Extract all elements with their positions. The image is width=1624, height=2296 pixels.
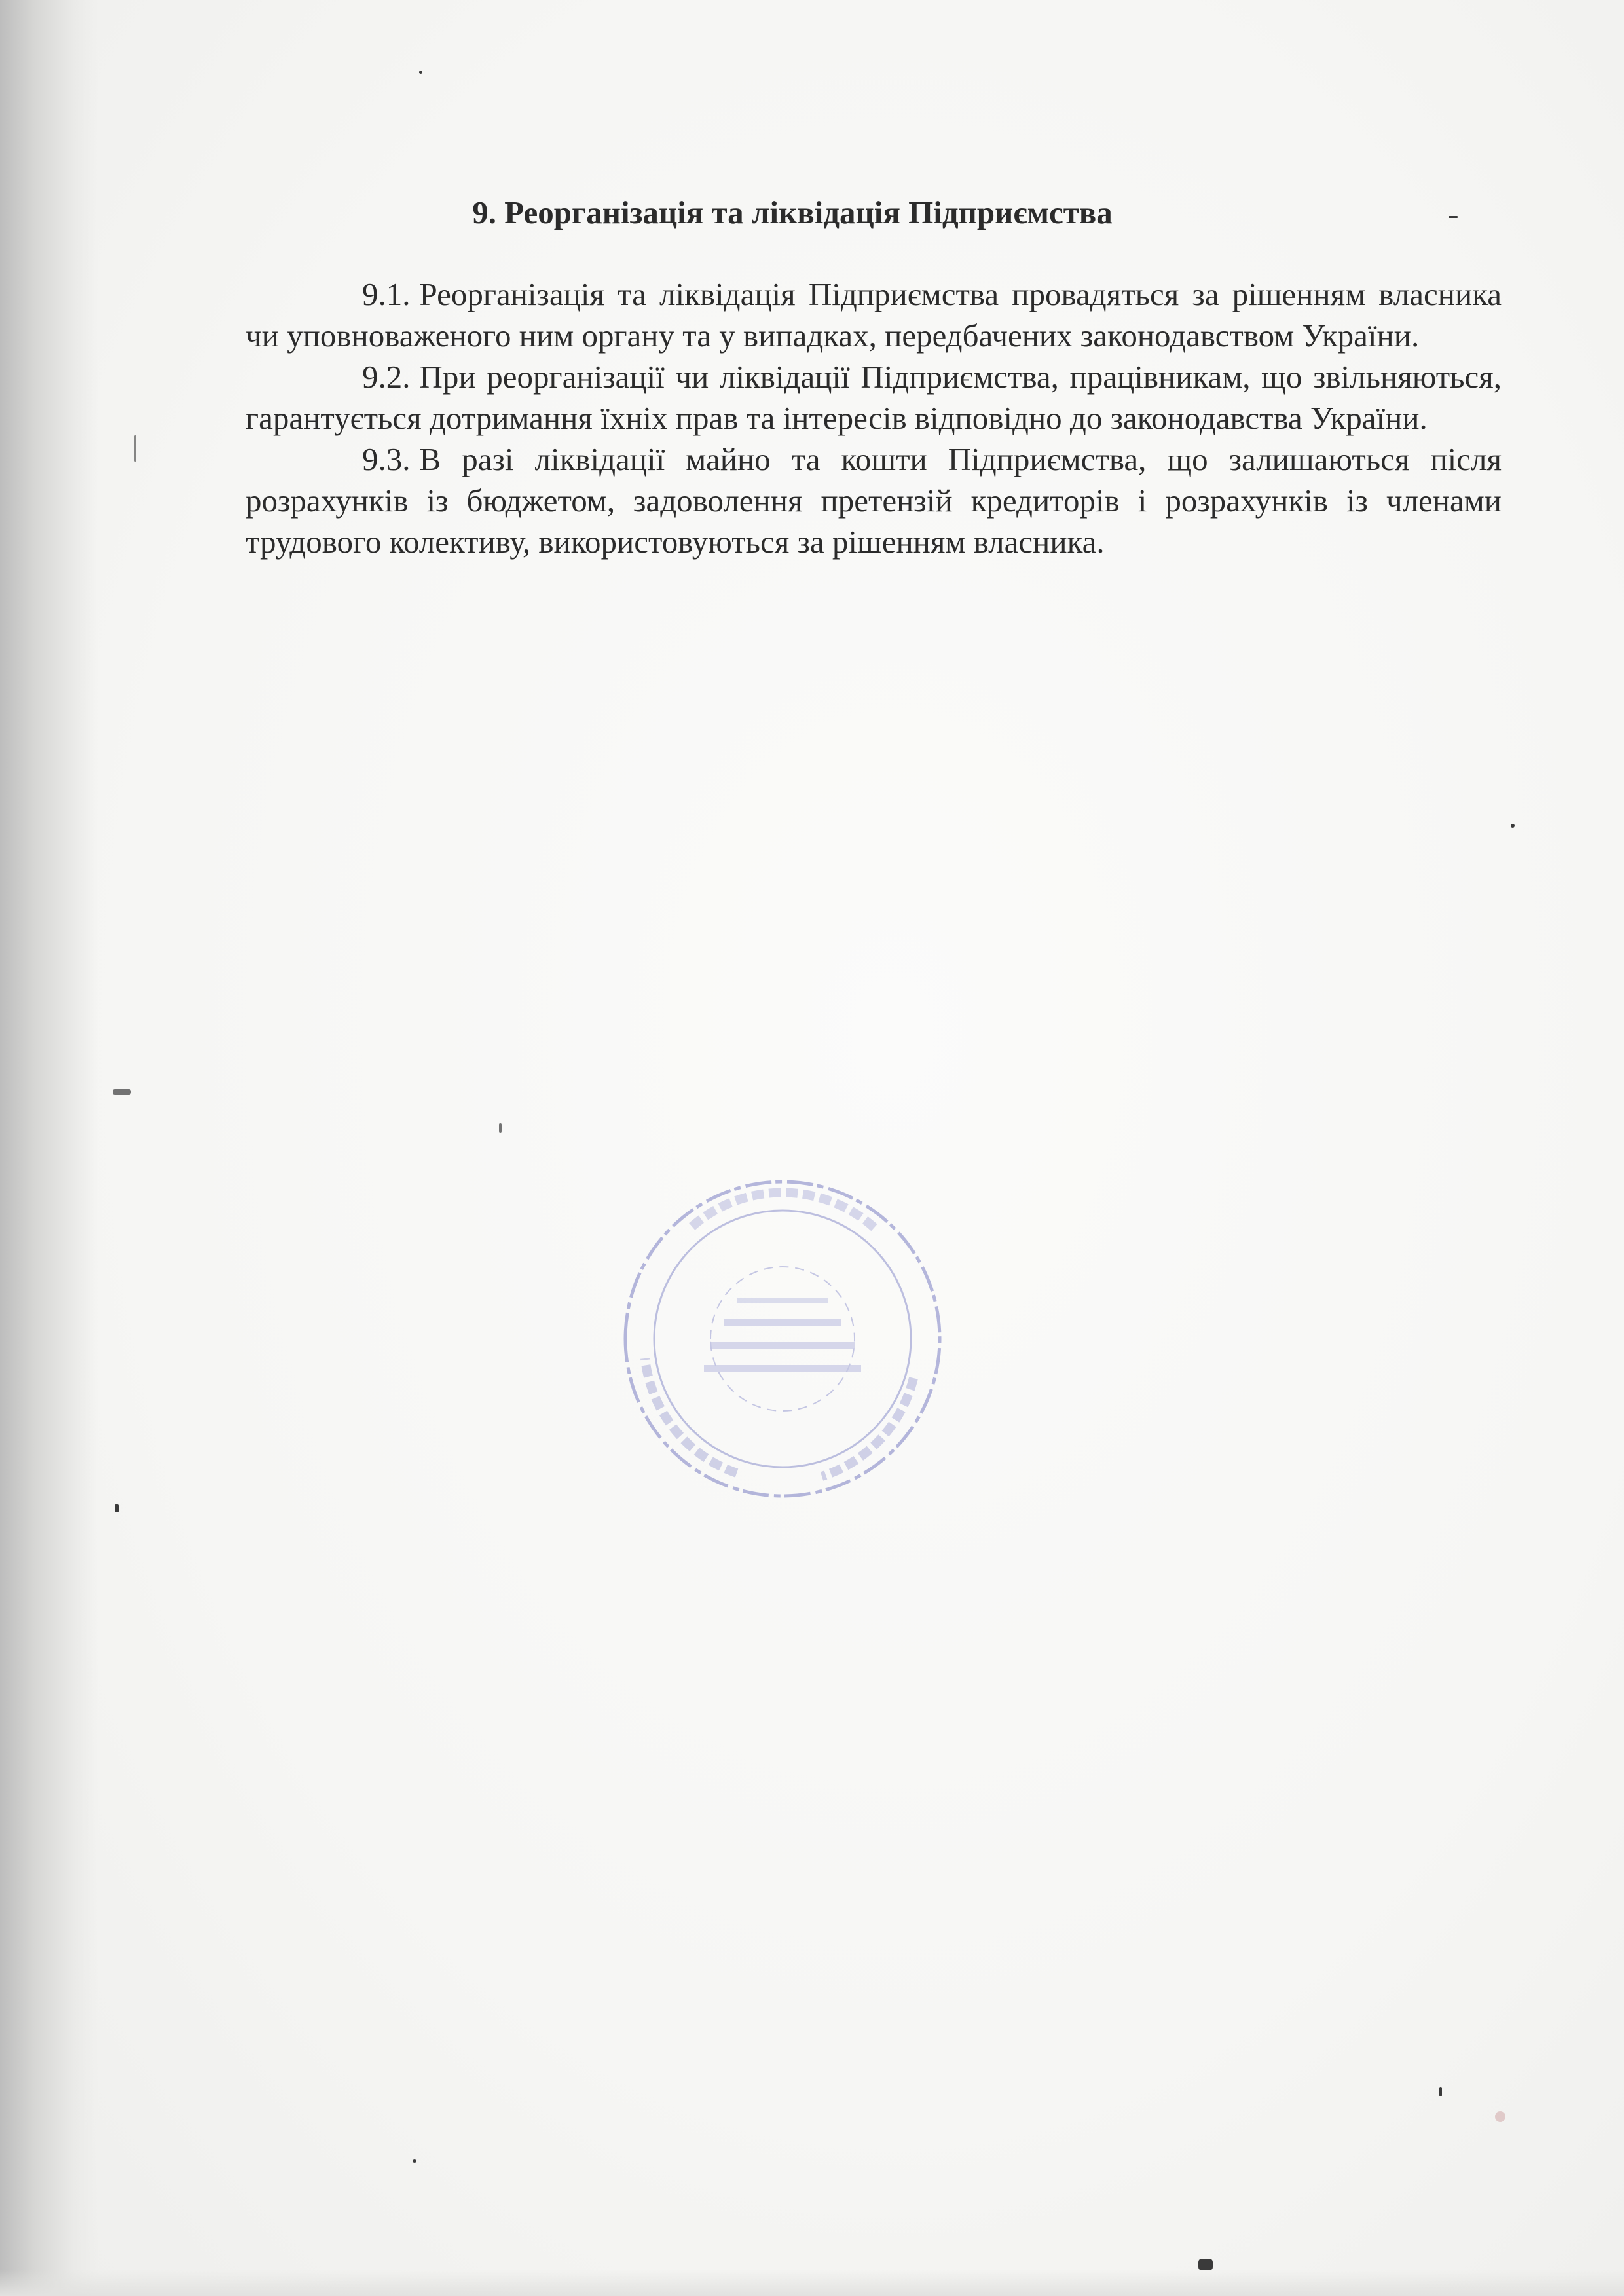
scan-speck xyxy=(1449,216,1458,218)
clause-number: 9.3. xyxy=(362,441,411,477)
section-title: 9. Реорганізація та ліквідація Підприємства xyxy=(472,194,1113,230)
scan-bottom-shadow xyxy=(0,2270,1624,2296)
scan-speck xyxy=(1439,2087,1442,2096)
clause-9-2 xyxy=(246,356,1502,439)
clause-9-1 xyxy=(246,274,1502,356)
scan-speck xyxy=(419,71,422,74)
clause-9-3 xyxy=(246,439,1502,562)
clause-text: В разі ліквідації майно та кошти Підприємства, що залишаються після розрахунків із бюджетом, задоволення претензій кредиторів і розрахунків із членами трудового колективу, використовуються за рішенням власника. xyxy=(246,441,1502,560)
scan-speck xyxy=(115,1504,119,1512)
scan-speck xyxy=(134,435,136,462)
scan-speck xyxy=(1511,824,1515,828)
clause-number: 9.1. xyxy=(362,276,411,312)
scan-speck xyxy=(499,1123,502,1133)
scan-speck xyxy=(413,2159,416,2163)
faded-stamp-seal xyxy=(612,1169,953,1509)
scan-speck xyxy=(1495,2111,1505,2122)
clause-text: При реорганізації чи ліквідації Підприємства, працівникам, що звільняються, гарантується дотримання їхніх прав та інтересів відповідно до законодавства України. xyxy=(246,359,1502,436)
scan-speck xyxy=(1198,2259,1213,2270)
scan-speck xyxy=(113,1089,131,1095)
clause-text: Реорганізація та ліквідація Підприємства провадяться за рішенням власника чи уповноваженого ним органу та у випадках, передбачених законодавством України. xyxy=(246,276,1502,354)
section-body xyxy=(246,274,1502,562)
clause-number: 9.2. xyxy=(362,359,411,395)
scan-edge-shadow xyxy=(0,0,98,2296)
